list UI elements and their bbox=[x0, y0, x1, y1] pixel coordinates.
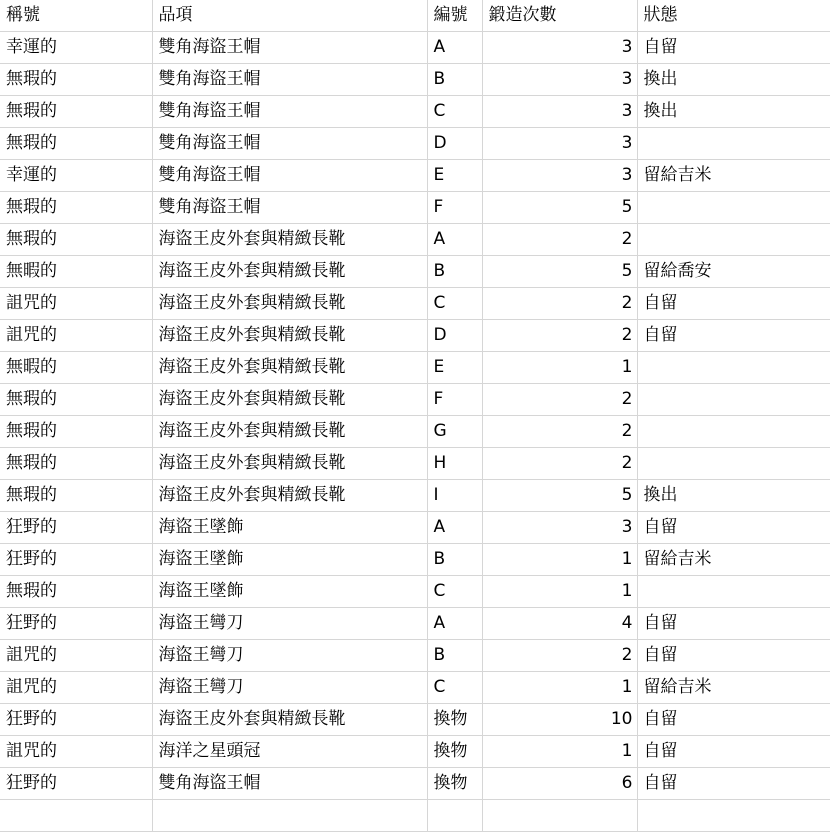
cell-forge-count[interactable]: 5 bbox=[482, 480, 637, 512]
cell-item[interactable]: 雙角海盜王帽 bbox=[152, 96, 427, 128]
table-row bbox=[0, 768, 830, 800]
cell-code[interactable]: B bbox=[427, 64, 482, 96]
cell-status[interactable]: 自留 bbox=[637, 736, 830, 768]
cell-forge-count[interactable]: 2 bbox=[482, 320, 637, 352]
cell-code[interactable]: B bbox=[427, 640, 482, 672]
cell-status[interactable] bbox=[637, 448, 830, 480]
cell-forge-count[interactable] bbox=[482, 800, 637, 832]
cell-status[interactable]: 留給吉米 bbox=[637, 672, 830, 704]
table-row bbox=[0, 544, 830, 576]
cell-status[interactable]: 自留 bbox=[637, 768, 830, 800]
table-row bbox=[0, 320, 830, 352]
table-row bbox=[0, 256, 830, 288]
cell-code[interactable]: B bbox=[427, 256, 482, 288]
cell-code[interactable]: D bbox=[427, 128, 482, 160]
cell-title[interactable]: 幸運的 bbox=[0, 160, 152, 192]
cell-forge-count[interactable]: 2 bbox=[482, 416, 637, 448]
cell-title[interactable] bbox=[0, 800, 152, 832]
cell-status[interactable] bbox=[637, 416, 830, 448]
cell-item[interactable]: 海盜王皮外套與精緻長靴 bbox=[152, 256, 427, 288]
cell-status[interactable]: 自留 bbox=[637, 704, 830, 736]
cell-code[interactable] bbox=[427, 800, 482, 832]
header-cell-forge-count[interactable]: 鍛造次數 bbox=[482, 0, 637, 32]
cell-title[interactable]: 無瑕的 bbox=[0, 128, 152, 160]
cell-status[interactable] bbox=[637, 192, 830, 224]
cell-item[interactable]: 海盜王皮外套與精緻長靴 bbox=[152, 320, 427, 352]
table-row bbox=[0, 288, 830, 320]
table-row bbox=[0, 672, 830, 704]
cell-forge-count[interactable]: 3 bbox=[482, 160, 637, 192]
cell-title[interactable]: 幸運的 bbox=[0, 32, 152, 64]
cell-status[interactable]: 留給喬安 bbox=[637, 256, 830, 288]
cell-code[interactable]: 換物 bbox=[427, 704, 482, 736]
cell-forge-count[interactable]: 1 bbox=[482, 544, 637, 576]
cell-code[interactable]: D bbox=[427, 320, 482, 352]
cell-code[interactable]: H bbox=[427, 448, 482, 480]
cell-status[interactable]: 換出 bbox=[637, 480, 830, 512]
header-row bbox=[0, 0, 830, 32]
cell-item[interactable]: 海盜王皮外套與精緻長靴 bbox=[152, 480, 427, 512]
cell-status[interactable]: 換出 bbox=[637, 96, 830, 128]
cell-item[interactable]: 海盜王皮外套與精緻長靴 bbox=[152, 288, 427, 320]
cell-item[interactable]: 雙角海盜王帽 bbox=[152, 64, 427, 96]
cell-forge-count[interactable]: 3 bbox=[482, 128, 637, 160]
cell-forge-count[interactable]: 2 bbox=[482, 640, 637, 672]
cell-title[interactable]: 無瑕的 bbox=[0, 576, 152, 608]
cell-item[interactable]: 雙角海盜王帽 bbox=[152, 768, 427, 800]
cell-item[interactable]: 海盜王皮外套與精緻長靴 bbox=[152, 416, 427, 448]
table-row bbox=[0, 96, 830, 128]
cell-forge-count[interactable]: 5 bbox=[482, 192, 637, 224]
cell-code[interactable]: A bbox=[427, 224, 482, 256]
table-row bbox=[0, 160, 830, 192]
cell-status[interactable]: 自留 bbox=[637, 608, 830, 640]
cell-title[interactable]: 無暇的 bbox=[0, 352, 152, 384]
cell-item[interactable]: 海盜王彎刀 bbox=[152, 640, 427, 672]
cell-item[interactable]: 雙角海盜王帽 bbox=[152, 192, 427, 224]
table-row bbox=[0, 576, 830, 608]
cell-code[interactable]: 換物 bbox=[427, 768, 482, 800]
cell-forge-count[interactable]: 3 bbox=[482, 512, 637, 544]
cell-item[interactable]: 海盜王皮外套與精緻長靴 bbox=[152, 384, 427, 416]
cell-title[interactable]: 詛咒的 bbox=[0, 320, 152, 352]
cell-code[interactable]: F bbox=[427, 384, 482, 416]
cell-status[interactable]: 留給吉米 bbox=[637, 160, 830, 192]
cell-forge-count[interactable]: 3 bbox=[482, 32, 637, 64]
cell-code[interactable]: E bbox=[427, 352, 482, 384]
cell-title[interactable]: 無瑕的 bbox=[0, 384, 152, 416]
cell-item[interactable]: 雙角海盜王帽 bbox=[152, 160, 427, 192]
table-row bbox=[0, 352, 830, 384]
header-cell-item[interactable]: 品項 bbox=[152, 0, 427, 32]
cell-title[interactable]: 詛咒的 bbox=[0, 736, 152, 768]
table-row bbox=[0, 224, 830, 256]
header-cell-title[interactable]: 稱號 bbox=[0, 0, 152, 32]
cell-item[interactable]: 海盜王皮外套與精緻長靴 bbox=[152, 704, 427, 736]
cell-status[interactable]: 自留 bbox=[637, 512, 830, 544]
cell-code[interactable]: C bbox=[427, 576, 482, 608]
cell-title[interactable]: 無瑕的 bbox=[0, 192, 152, 224]
cell-forge-count[interactable]: 1 bbox=[482, 576, 637, 608]
cell-title[interactable]: 狂野的 bbox=[0, 704, 152, 736]
cell-forge-count[interactable]: 1 bbox=[482, 352, 637, 384]
cell-forge-count[interactable]: 1 bbox=[482, 672, 637, 704]
cell-item[interactable]: 海洋之星頭冠 bbox=[152, 736, 427, 768]
cell-status[interactable] bbox=[637, 800, 830, 832]
cell-code[interactable]: A bbox=[427, 608, 482, 640]
cell-status[interactable] bbox=[637, 128, 830, 160]
cell-title[interactable]: 無瑕的 bbox=[0, 416, 152, 448]
cell-code[interactable]: C bbox=[427, 96, 482, 128]
cell-item[interactable]: 海盜王墜飾 bbox=[152, 512, 427, 544]
header-cell-code[interactable]: 編號 bbox=[427, 0, 482, 32]
cell-status[interactable] bbox=[637, 352, 830, 384]
cell-status[interactable]: 自留 bbox=[637, 288, 830, 320]
cell-forge-count[interactable]: 3 bbox=[482, 96, 637, 128]
table-row bbox=[0, 448, 830, 480]
cell-status[interactable]: 自留 bbox=[637, 320, 830, 352]
table-row bbox=[0, 512, 830, 544]
table-row bbox=[0, 704, 830, 736]
cell-title[interactable]: 無瑕的 bbox=[0, 224, 152, 256]
cell-item[interactable]: 海盜王墜飾 bbox=[152, 576, 427, 608]
header-cell-status[interactable]: 狀態 bbox=[637, 0, 830, 32]
cell-item[interactable]: 雙角海盜王帽 bbox=[152, 128, 427, 160]
cell-forge-count[interactable]: 6 bbox=[482, 768, 637, 800]
cell-title[interactable]: 無瑕的 bbox=[0, 64, 152, 96]
cell-code[interactable]: B bbox=[427, 544, 482, 576]
table-row bbox=[0, 416, 830, 448]
cell-code[interactable]: A bbox=[427, 32, 482, 64]
cell-code[interactable]: E bbox=[427, 160, 482, 192]
cell-title[interactable]: 詛咒的 bbox=[0, 640, 152, 672]
cell-forge-count[interactable]: 2 bbox=[482, 448, 637, 480]
cell-forge-count[interactable]: 3 bbox=[482, 64, 637, 96]
cell-item[interactable]: 海盜王皮外套與精緻長靴 bbox=[152, 448, 427, 480]
cell-item[interactable]: 海盜王墜飾 bbox=[152, 544, 427, 576]
cell-status[interactable] bbox=[637, 576, 830, 608]
cell-title[interactable]: 詛咒的 bbox=[0, 672, 152, 704]
cell-code[interactable]: F bbox=[427, 192, 482, 224]
cell-title[interactable]: 無瑕的 bbox=[0, 96, 152, 128]
table-row bbox=[0, 608, 830, 640]
cell-status[interactable]: 自留 bbox=[637, 32, 830, 64]
cell-title[interactable]: 狂野的 bbox=[0, 544, 152, 576]
cell-item[interactable]: 海盜王皮外套與精緻長靴 bbox=[152, 352, 427, 384]
table-row bbox=[0, 64, 830, 96]
table-row bbox=[0, 736, 830, 768]
table-row bbox=[0, 128, 830, 160]
cell-forge-count[interactable]: 2 bbox=[482, 288, 637, 320]
table-row bbox=[0, 32, 830, 64]
cell-title[interactable]: 狂野的 bbox=[0, 608, 152, 640]
table-row bbox=[0, 192, 830, 224]
cell-code[interactable]: G bbox=[427, 416, 482, 448]
cell-item[interactable]: 海盜王彎刀 bbox=[152, 672, 427, 704]
cell-title[interactable]: 詛咒的 bbox=[0, 288, 152, 320]
cell-item[interactable]: 海盜王皮外套與精緻長靴 bbox=[152, 224, 427, 256]
cell-status[interactable] bbox=[637, 224, 830, 256]
cell-title[interactable]: 狂野的 bbox=[0, 512, 152, 544]
cell-status[interactable]: 換出 bbox=[637, 64, 830, 96]
cell-code[interactable]: C bbox=[427, 672, 482, 704]
cell-code[interactable]: 換物 bbox=[427, 736, 482, 768]
table-row bbox=[0, 480, 830, 512]
cell-forge-count[interactable]: 2 bbox=[482, 224, 637, 256]
cell-title[interactable]: 無暇的 bbox=[0, 256, 152, 288]
cell-code[interactable]: C bbox=[427, 288, 482, 320]
cell-title[interactable]: 狂野的 bbox=[0, 768, 152, 800]
cell-item[interactable]: 海盜王彎刀 bbox=[152, 608, 427, 640]
cell-status[interactable]: 自留 bbox=[637, 640, 830, 672]
cell-code[interactable]: I bbox=[427, 480, 482, 512]
table-row bbox=[0, 640, 830, 672]
cell-forge-count[interactable]: 4 bbox=[482, 608, 637, 640]
cell-status[interactable] bbox=[637, 384, 830, 416]
cell-code[interactable]: A bbox=[427, 512, 482, 544]
cell-status[interactable]: 留給吉米 bbox=[637, 544, 830, 576]
cell-forge-count[interactable]: 2 bbox=[482, 384, 637, 416]
cell-forge-count[interactable]: 10 bbox=[482, 704, 637, 736]
cell-forge-count[interactable]: 5 bbox=[482, 256, 637, 288]
table-row bbox=[0, 800, 830, 832]
cell-item[interactable] bbox=[152, 800, 427, 832]
cell-forge-count[interactable]: 1 bbox=[482, 736, 637, 768]
table-row bbox=[0, 384, 830, 416]
cell-title[interactable]: 無瑕的 bbox=[0, 480, 152, 512]
cell-title[interactable]: 無瑕的 bbox=[0, 448, 152, 480]
cell-item[interactable]: 雙角海盜王帽 bbox=[152, 32, 427, 64]
